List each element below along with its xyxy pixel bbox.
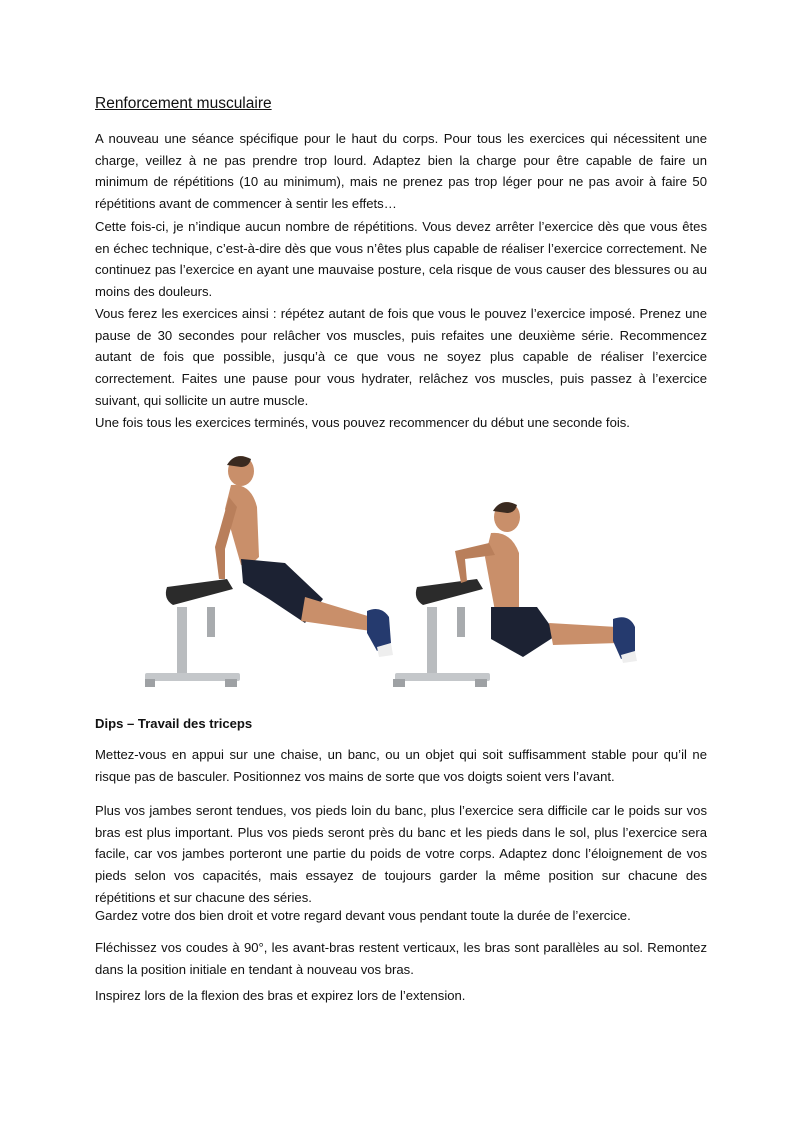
exercise-paragraph-3: Gardez votre dos bien droit et votre regard devant vous pendant toute la durée de l’exercice. [95,908,631,923]
dips-exercise-illustration [145,447,660,697]
page-title: Renforcement musculaire [95,95,272,112]
exercise-paragraph-1: Mettez-vous en appui sur une chaise, un banc, ou un objet qui soit suffisamment stable pour qu’il ne risque pas de basculer. Positionnez vos mains de sorte que vos doigts soient vers l’avant. [95,747,707,784]
exercise-heading: Dips – Travail des triceps [95,716,253,731]
bench-dips-start-position-illustration [145,456,393,687]
exercise-paragraph-4: Fléchissez vos coudes à 90°, les avant-bras restent verticaux, les bras sont parallèles au sol. Remontez dans la position initiale en tendant à nouveau vos bras. [95,940,707,977]
intro-paragraph-1: A nouveau une séance spécifique pour le haut du corps. Pour tous les exercices qui nécessitent une charge, veillez à ne pas prendre trop lourd. Adaptez bien la charge pour être capable de faire un minimum de répétitions (10 au minimum), mais ne prenez pas trop léger pour ne pas avoir à faire 50 répétitions avant de commencer à sentir les effets… [95,131,707,212]
exercise-paragraph-5: Inspirez lors de la flexion des bras et expirez lors de l’extension. [95,988,466,1003]
dips-illustration-svg [145,447,660,697]
intro-paragraph-3: Vous ferez les exercices ainsi : répétez autant de fois que vous le pouvez l’exercice imposé. Prenez une pause de 30 secondes pour relâcher vos muscles, puis refaites une deuxième série. Recommencez autant de fois que possible, jusqu’à ce que vous ne soyez plus capable de réaliser l’exercice correctement. Faites une pause pour vous hydrater, relâchez vos muscles, puis passez à l’exercice suivant, qui sollicite un autre muscle. [95,306,707,408]
bench-dips-low-position-illustration [393,502,637,687]
exercise-paragraph-2: Plus vos jambes seront tendues, vos pieds loin du banc, plus l’exercice sera difficile car le poids sur vos bras est plus important. Plus vos pieds seront près du banc et les pieds dans le sol, plus l’exercice sera facile, car vos jambes porteront une partie du poids de votre corps. Adaptez donc l’éloignement de vos pieds selon vos capacités, mais essayez de toujours garder la même position sur chacune des répétitions et sur chacune des séries. [95,803,707,905]
intro-paragraph-4: Une fois tous les exercices terminés, vous pouvez recommencer du début une seconde fois. [95,415,630,430]
intro-paragraph-2: Cette fois-ci, je n’indique aucun nombre de répétitions. Vous devez arrêter l’exercice dès que vous êtes en échec technique, c’est-à-dire dès que vous n’êtes plus capable de réaliser l’exercice correctement. Ne continuez pas l’exercice en ayant une mauvaise posture, cela risque de vous causer des blessures ou au moins des douleurs. [95,219,707,300]
